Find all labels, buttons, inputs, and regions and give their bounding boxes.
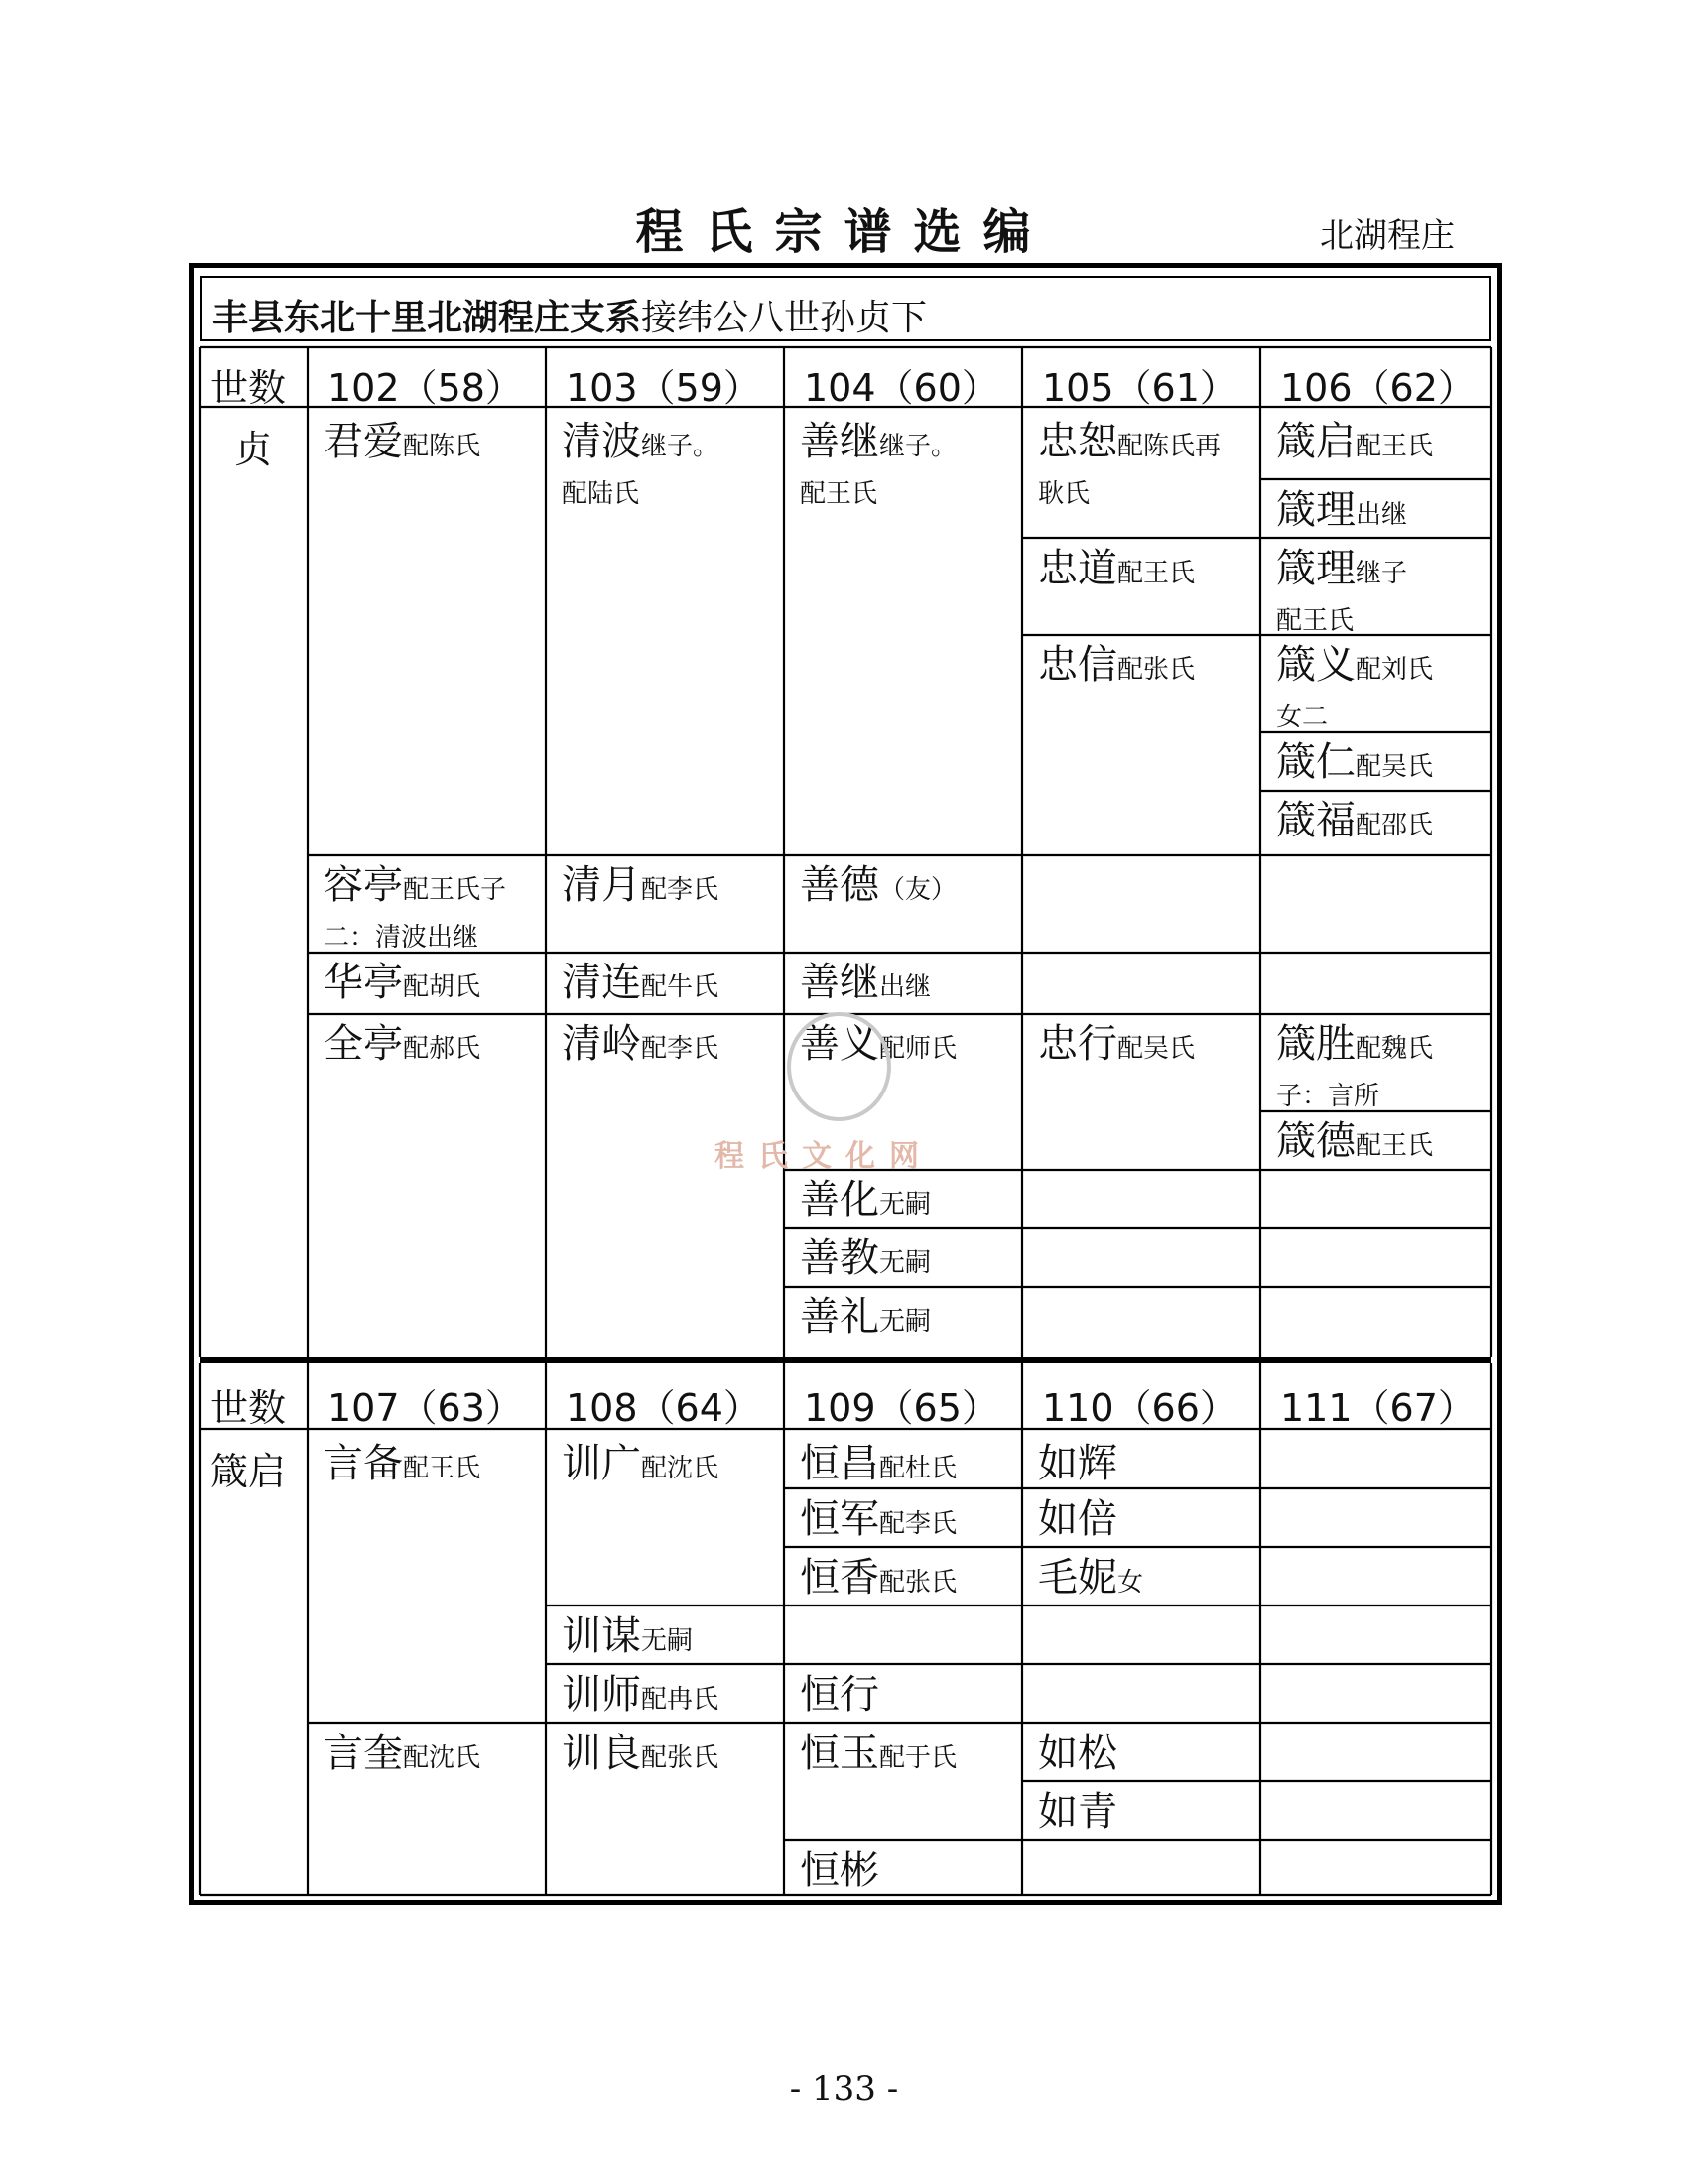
- generation-header: 106（62）: [1280, 366, 1476, 410]
- root-ancestor: 箴启: [210, 1450, 287, 1493]
- person-entry: 如松: [1038, 1731, 1117, 1776]
- person-entry: 训谋无嗣: [562, 1613, 694, 1659]
- person-entry: 忠行配吴氏: [1038, 1021, 1196, 1067]
- person-entry: 清月配李氏: [562, 862, 719, 908]
- person-entry: 恒彬: [800, 1848, 879, 1893]
- person-entry: 毛妮女: [1038, 1555, 1144, 1601]
- person-entry: 箴胜配魏氏: [1276, 1021, 1434, 1067]
- person-entry: 恒香配张氏: [800, 1555, 958, 1601]
- person-note: 女二: [1276, 703, 1329, 732]
- person-entry: 善义配师氏: [800, 1021, 958, 1067]
- generation-header: 104（60）: [804, 366, 999, 410]
- person-entry: 善继出继: [800, 960, 932, 1005]
- person-entry: 恒玉配于氏: [800, 1731, 958, 1776]
- person-note: 配王氏: [1276, 606, 1355, 636]
- generation-header: 105（61）: [1042, 366, 1237, 410]
- person-entry: 恒行: [800, 1672, 879, 1718]
- person-entry: 善德（友）: [800, 862, 958, 908]
- person-entry: 恒军配李氏: [800, 1496, 958, 1542]
- person-entry: 清岭配李氏: [562, 1021, 719, 1067]
- person-entry: 箴理继子: [1276, 546, 1408, 591]
- person-entry: 善继继子。: [800, 419, 958, 464]
- person-entry: 善教无嗣: [800, 1235, 932, 1281]
- watermark-seal-icon: [787, 1012, 891, 1121]
- branch-title-note: 接纬公八世孙贞下: [641, 298, 928, 338]
- person-note: 耿氏: [1038, 479, 1091, 509]
- person-entry: 箴理出继: [1276, 487, 1408, 533]
- person-entry: 忠恕配陈氏再: [1038, 419, 1222, 464]
- page-subtitle: 北湖程庄: [1320, 216, 1455, 256]
- watermark-text: 程氏文化网: [714, 1139, 933, 1174]
- generation-header: 111（67）: [1280, 1386, 1476, 1430]
- generation-header: 109（65）: [804, 1386, 999, 1430]
- page-title: 程氏宗谱选编: [635, 204, 1053, 260]
- person-entry: 如青: [1038, 1789, 1117, 1835]
- root-ancestor: 贞: [234, 428, 273, 471]
- person-entry: 箴德配王氏: [1276, 1118, 1434, 1164]
- person-note: 配王氏: [800, 479, 878, 509]
- person-entry: 如倍: [1038, 1496, 1117, 1542]
- person-entry: 清波继子。: [562, 419, 719, 464]
- person-entry: 训广配沈氏: [562, 1441, 719, 1486]
- person-entry: 箴义配刘氏: [1276, 642, 1434, 688]
- generation-header: 103（59）: [566, 366, 761, 410]
- person-entry: 言备配王氏: [324, 1441, 481, 1486]
- person-entry: 如辉: [1038, 1441, 1117, 1486]
- branch-title-main: 丰县东北十里北湖程庄支系: [212, 298, 642, 338]
- person-note: 子：言所: [1276, 1082, 1380, 1111]
- person-entry: 清连配牛氏: [562, 960, 719, 1005]
- person-entry: 训良配张氏: [562, 1731, 719, 1776]
- person-entry: 全亭配郝氏: [324, 1021, 481, 1067]
- generation-header: 102（58）: [327, 366, 523, 410]
- person-entry: 华亭配胡氏: [324, 960, 481, 1005]
- person-entry: 君爱配陈氏: [324, 419, 481, 464]
- person-entry: 箴仁配吴氏: [1276, 739, 1434, 785]
- person-entry: 善礼无嗣: [800, 1294, 932, 1340]
- person-entry: 善化无嗣: [800, 1177, 932, 1222]
- generation-header: 110（66）: [1042, 1386, 1237, 1430]
- person-note: 配陆氏: [562, 479, 640, 509]
- person-entry: 箴福配邵氏: [1276, 798, 1434, 843]
- person-entry: 箴启配王氏: [1276, 419, 1434, 464]
- person-entry: 恒昌配杜氏: [800, 1441, 958, 1486]
- person-entry: 忠信配张氏: [1038, 642, 1196, 688]
- person-note: 二：清波出继: [324, 923, 479, 953]
- person-entry: 忠道配王氏: [1038, 546, 1196, 591]
- generation-header: 107（63）: [327, 1386, 523, 1430]
- person-entry: 言奎配沈氏: [324, 1731, 481, 1776]
- person-entry: 训师配冉氏: [562, 1672, 719, 1718]
- generation-header: 108（64）: [566, 1386, 761, 1430]
- generation-label: 世数: [210, 366, 287, 410]
- generation-label: 世数: [210, 1386, 287, 1430]
- page-number: - 133 -: [789, 2069, 899, 2109]
- person-entry: 容亭配王氏子: [324, 862, 507, 908]
